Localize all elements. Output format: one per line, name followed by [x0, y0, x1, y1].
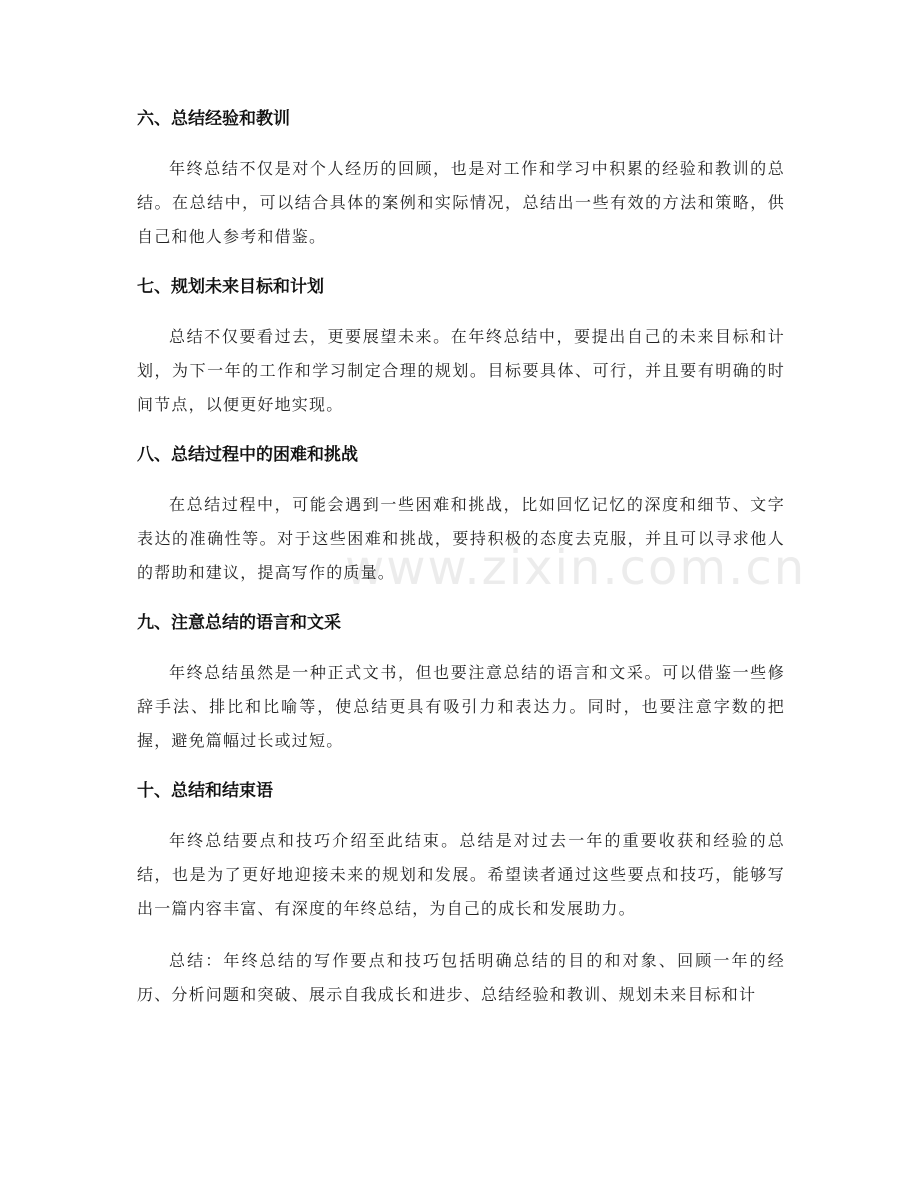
- document-content: [137, 104, 785, 1030]
- summary-paragraph: 总结：年终总结的写作要点和技巧包括明确总结的目的和对象、回顾一年的经历、分析问题和突破、展示自我成长和进步、总结经验和教训、规划未来目标和计: [137, 951, 785, 1004]
- section-title: 八、总结过程中的困难和挑战: [137, 445, 358, 465]
- section-paragraph: 在总结过程中，可能会遇到一些困难和挑战，比如回忆记忆的深度和细节、文字表达的准确性等。对于这些困难和挑战，要持积极的态度去克服，并且可以寻求他人的帮助和建议，提高写作的质量。: [137, 495, 785, 582]
- section-title: 九、注意总结的语言和文采: [137, 613, 341, 633]
- section-paragraph: 总结不仅要看过去，更要展望未来。在年终总结中，要提出自己的未来目标和计划，为下一年的工作和学习制定合理的规划。目标要具体、可行，并且要有明确的时间节点，以便更好地实现。: [137, 327, 785, 414]
- section-9: [137, 608, 785, 758]
- section-paragraph: 年终总结虽然是一种正式文书，但也要注意总结的语言和文采。可以借鉴一些修辞手法、排比和比喻等，使总结更具有吸引力和表达力。同时，也要注意字数的把握，避免篇幅过长或过短。: [137, 663, 785, 750]
- section-6: [137, 104, 785, 254]
- watermark: www.zixin.com.cn: [345, 540, 807, 596]
- section-paragraph: 年终总结不仅是对个人经历的回顾，也是对工作和学习中积累的经验和教训的总结。在总结中，可以结合具体的案例和实际情况，总结出一些有效的方法和策略，供自己和他人参考和借鉴。: [137, 159, 785, 246]
- section-title: 七、规划未来目标和计划: [137, 277, 324, 297]
- section-7: [137, 272, 785, 422]
- section-title: 六、总结经验和教训: [137, 109, 290, 129]
- section-paragraph: 年终总结要点和技巧介绍至此结束。总结是对过去一年的重要收获和经验的总结，也是为了更好地迎接未来的规划和发展。希望读者通过这些要点和技巧，能够写出一篇内容丰富、有深度的年终总结，为自己的成长和发展助力。: [137, 831, 785, 918]
- section-title: 十、总结和结束语: [137, 781, 273, 801]
- section-8: [137, 440, 785, 590]
- section-10: [137, 776, 785, 926]
